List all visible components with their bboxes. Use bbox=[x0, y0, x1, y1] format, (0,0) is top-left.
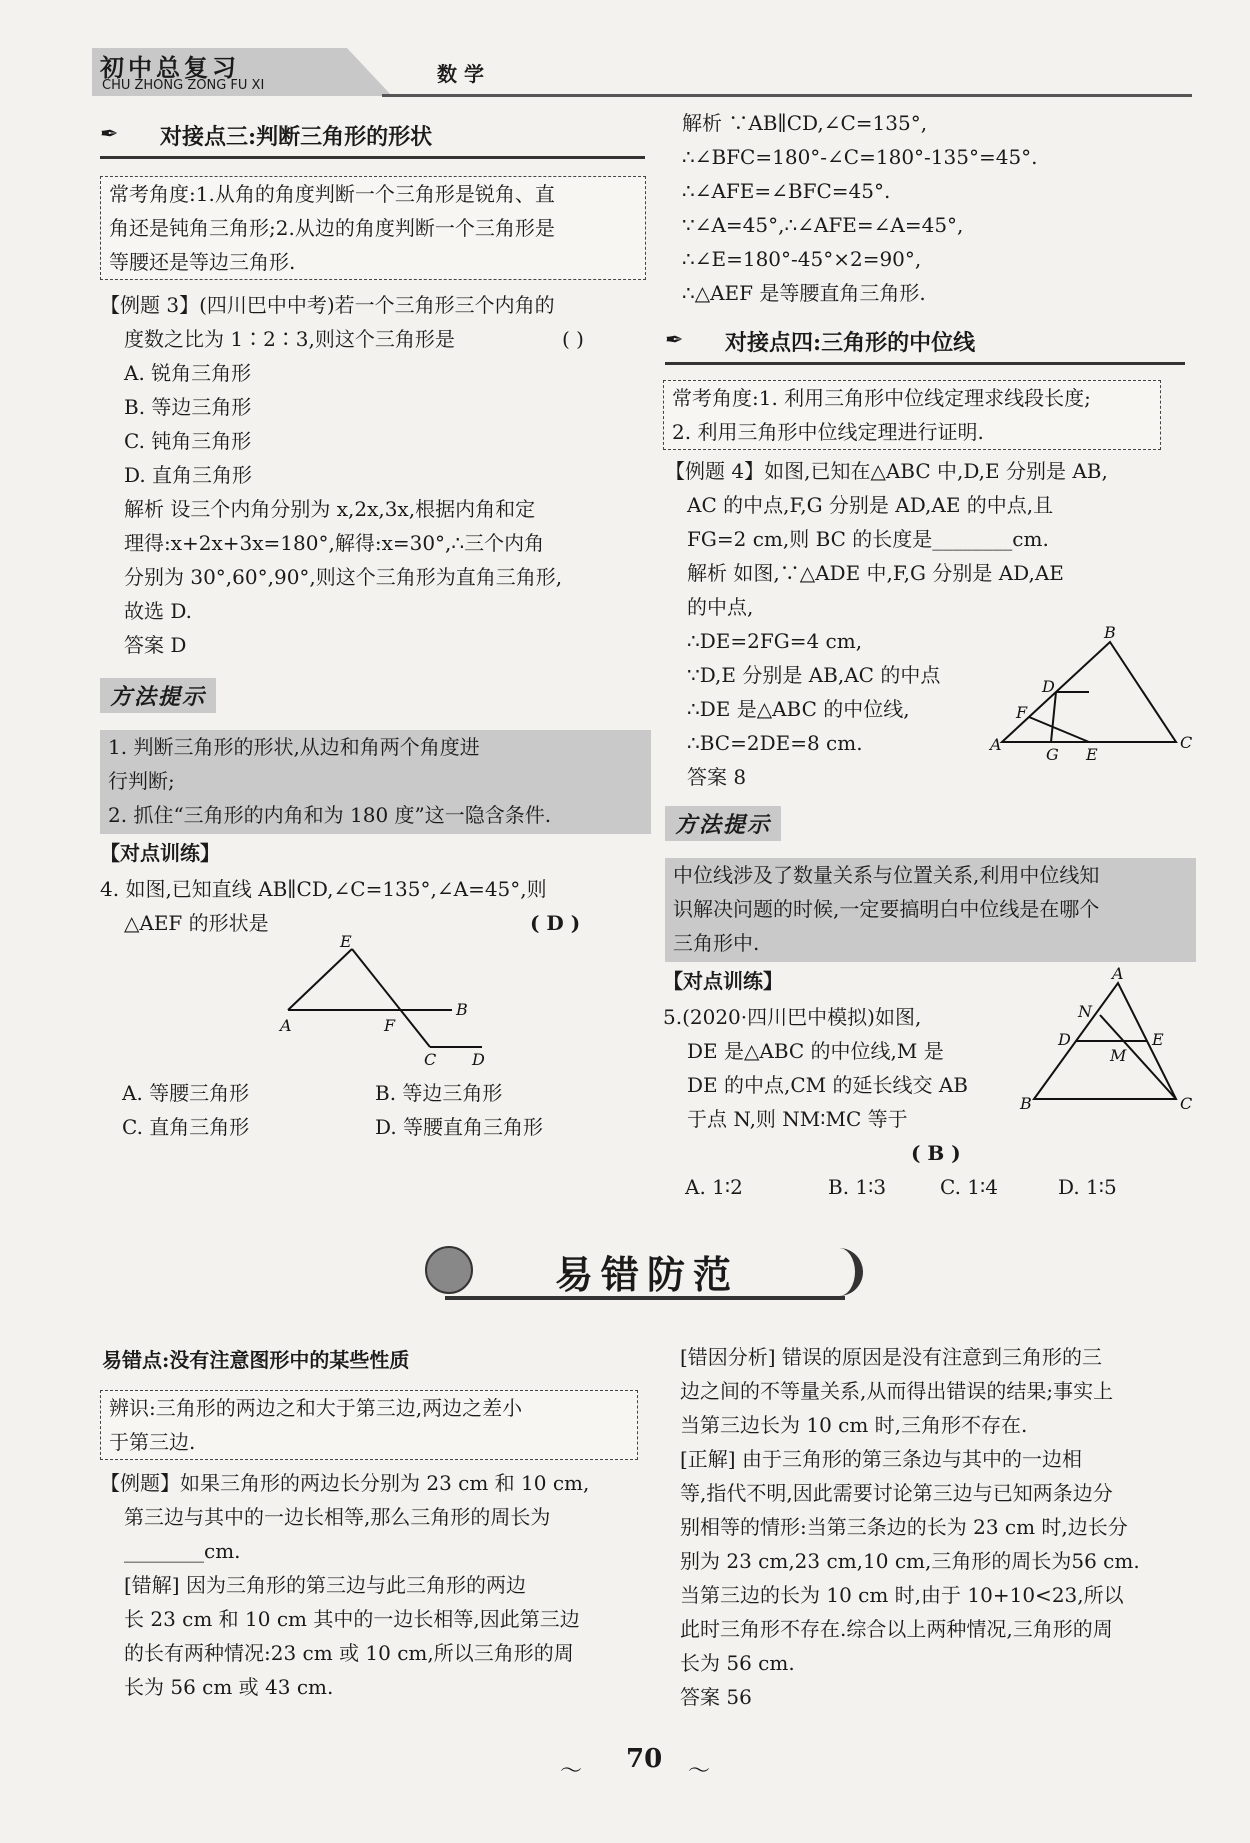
section4-heading bbox=[665, 322, 1185, 365]
section4-title: 对接点四:三角形的中位线 bbox=[725, 330, 976, 356]
tip-line: 行判断; bbox=[108, 769, 175, 793]
analysis-line: 故选 D. bbox=[124, 599, 193, 623]
wrong-line: [错解] 因为三角形的第三边与此三角形的两边 bbox=[124, 1573, 526, 1597]
section3-title: 对接点三:判断三角形的形状 bbox=[160, 124, 433, 150]
label-B: B bbox=[456, 1000, 468, 1019]
label-G: G bbox=[1046, 745, 1059, 764]
training-label: 【对点训练】 bbox=[100, 841, 220, 865]
analysis-line: 的中点, bbox=[687, 595, 754, 619]
analysis-line: 解析 如图,∵△ADE 中,F,G 分别是 AD,AE bbox=[687, 561, 1064, 585]
example4-figure bbox=[990, 623, 1193, 765]
q4-option-a: A. 等腰三角形 bbox=[122, 1081, 250, 1105]
analysis-line: 当第三边长为 10 cm 时,三角形不存在. bbox=[680, 1413, 1028, 1437]
error-example bbox=[100, 1466, 640, 1704]
ornament-left-icon: 〜 bbox=[560, 1759, 583, 1784]
page-header bbox=[92, 44, 1192, 100]
banner bbox=[425, 1240, 870, 1304]
option: D. 直角三角形 bbox=[124, 463, 253, 487]
label-D: D bbox=[472, 1050, 485, 1069]
label-M: M bbox=[1110, 1046, 1127, 1065]
sol-line: 解析 ∵AB∥CD,∠C=135°, bbox=[682, 111, 928, 135]
analysis-line: 等,指代不明,因此需要讨论第三边与已知两条边分 bbox=[680, 1481, 1113, 1505]
q4-line: 4. 如图,已知直线 AB∥CD,∠C=135°,∠A=45°,则 bbox=[100, 877, 547, 901]
label-F: F bbox=[384, 1016, 396, 1035]
header-subject: 数 学 bbox=[437, 62, 484, 86]
sol-line: ∴∠E=180°-45°×2=90°, bbox=[682, 247, 922, 271]
answer-paren: ( ) bbox=[562, 327, 584, 351]
header-subtitle: CHU ZHONG ZONG FU XI bbox=[102, 78, 265, 93]
label-F: F bbox=[1016, 703, 1028, 722]
header-title: 初中总复习 bbox=[100, 53, 240, 82]
q5-line: 5.(2020·四川巴中模拟)如图, bbox=[663, 1005, 922, 1029]
answer-line: 答案 56 bbox=[680, 1685, 752, 1709]
question4 bbox=[100, 872, 640, 940]
example-line: 【例题 3】(四川巴中中考)若一个三角形三个内角的 bbox=[100, 293, 555, 317]
example3 bbox=[100, 288, 640, 662]
analysis-line: 理得:x+2x+3x=180°,解得:x=30°,∴三个内角 bbox=[124, 531, 545, 555]
example-line: 度数之比为 1∶2∶3,则这个三角形是 bbox=[124, 327, 455, 351]
error-heading: 易错点:没有注意图形中的某些性质 bbox=[102, 1348, 410, 1372]
angle-line: 2. 利用三角形中位线定理进行证明. bbox=[672, 420, 984, 444]
page-number: 70 bbox=[626, 1744, 663, 1774]
section3-angle-box bbox=[100, 176, 646, 280]
option: C. 钝角三角形 bbox=[124, 429, 252, 453]
analysis-line: 别为 23 cm,23 cm,10 cm,三角形的周长为56 cm. bbox=[680, 1549, 1140, 1573]
wrong-line: 长为 56 cm 或 43 cm. bbox=[124, 1675, 334, 1699]
wrong-line: 长 23 cm 和 10 cm 其中的一边长相等,因此第三边 bbox=[124, 1607, 580, 1631]
mascot-icon bbox=[425, 1246, 473, 1294]
label-E: E bbox=[1152, 1030, 1164, 1049]
answer-line: 答案 D bbox=[124, 633, 187, 657]
label-A: A bbox=[280, 1016, 292, 1035]
pen-icon: ✒ bbox=[665, 328, 684, 353]
analysis-line: [错因分析] 错误的原因是没有注意到三角形的三 bbox=[680, 1345, 1102, 1369]
sol-line: ∴∠AFE=∠BFC=45°. bbox=[682, 179, 891, 203]
example-line: ________cm. bbox=[124, 1539, 241, 1563]
example-line: 【例题】如果三角形的两边长分别为 23 cm 和 10 cm, bbox=[100, 1471, 590, 1495]
angle-line: 等腰还是等边三角形. bbox=[109, 250, 296, 274]
wrong-line: 的长有两种情况:23 cm 或 10 cm,所以三角形的周 bbox=[124, 1641, 574, 1665]
tip-line: 中位线涉及了数量关系与位置关系,利用中位线知 bbox=[673, 863, 1100, 887]
sol-line: ∴△AEF 是等腰直角三角形. bbox=[682, 281, 926, 305]
label-D: D bbox=[1042, 677, 1055, 696]
question5 bbox=[663, 1000, 1023, 1170]
tip-line: 三角形中. bbox=[673, 931, 760, 955]
q4-figure bbox=[280, 932, 500, 1069]
analysis-line: [正解] 由于三角形的第三条边与其中的一边相 bbox=[680, 1447, 1082, 1471]
page-footer bbox=[560, 1740, 740, 1784]
angle-line: 常考角度:1.从角的角度判断一个三角形是锐角、直 bbox=[109, 182, 555, 206]
tip-label: 方法提示 bbox=[100, 678, 216, 713]
analysis-line: ∴DE=2FG=4 cm, bbox=[687, 629, 863, 653]
identify-line: 辨识:三角形的两边之和大于第三边,两边之差小 bbox=[109, 1396, 523, 1420]
analysis-line: 解析 设三个内角分别为 x,2x,3x,根据内角和定 bbox=[124, 497, 536, 521]
label-N: N bbox=[1078, 1002, 1092, 1021]
tip-line: 2. 抓住“三角形的内角和为 180 度”这一隐含条件. bbox=[108, 803, 552, 827]
tip-label: 方法提示 bbox=[665, 806, 781, 841]
analysis-line: ∵D,E 分别是 AB,AC 的中点 bbox=[687, 663, 941, 687]
q5-answer: ( B ) bbox=[911, 1141, 961, 1165]
label-B: B bbox=[1104, 623, 1116, 642]
example-line: AC 的中点,F,G 分别是 AD,AE 的中点,且 bbox=[687, 493, 1054, 517]
tip-box bbox=[665, 858, 1196, 962]
q4-solution bbox=[682, 106, 1182, 310]
q4-answer: ( D ) bbox=[530, 911, 581, 935]
q4-option-b: B. 等边三角形 bbox=[375, 1081, 503, 1105]
tip-line: 1. 判断三角形的形状,从边和角两个角度进 bbox=[108, 735, 480, 759]
q5-line: DE 是△ABC 的中位线,M 是 bbox=[687, 1039, 944, 1063]
example-line: FG=2 cm,则 BC 的长度是________cm. bbox=[687, 527, 1049, 551]
analysis-line: 长为 56 cm. bbox=[680, 1651, 795, 1675]
q5-figure bbox=[1020, 964, 1195, 1115]
label-A: A bbox=[1112, 964, 1124, 983]
identify-line: 于第三边. bbox=[109, 1430, 196, 1454]
pen-icon: ✒ bbox=[100, 122, 119, 147]
tip-line: 识解决问题的时候,一定要搞明白中位线是在哪个 bbox=[673, 897, 1100, 921]
q5-option-a: A. 1∶2 bbox=[685, 1175, 743, 1199]
analysis-line: 此时三角形不存在.综合以上两种情况,三角形的周 bbox=[680, 1617, 1113, 1641]
angle-line: 常考角度:1. 利用三角形中位线定理求线段长度; bbox=[672, 386, 1091, 410]
label-B: B bbox=[1020, 1094, 1032, 1113]
section4-angle-box bbox=[663, 380, 1161, 450]
label-E: E bbox=[1086, 745, 1098, 764]
analysis-line: 当第三边的长为 10 cm 时,由于 10+10<23,所以 bbox=[680, 1583, 1124, 1607]
label-E: E bbox=[340, 932, 352, 951]
section3-heading bbox=[100, 116, 645, 159]
q4-line: △AEF 的形状是 bbox=[124, 911, 269, 935]
identify-box bbox=[100, 1390, 638, 1460]
banner-title: 易错防范 bbox=[555, 1252, 740, 1297]
tip-box bbox=[100, 730, 651, 834]
training-label: 【对点训练】 bbox=[663, 969, 783, 993]
example-line: 第三边与其中的一边长相等,那么三角形的周长为 bbox=[124, 1505, 551, 1529]
example-line: 【例题 4】如图,已知在△ABC 中,D,E 分别是 AB, bbox=[665, 459, 1108, 483]
q5-option-c: C. 1∶4 bbox=[940, 1175, 998, 1199]
sol-line: ∴∠BFC=180°-∠C=180°-135°=45°. bbox=[682, 145, 1038, 169]
sol-line: ∵∠A=45°,∴∠AFE=∠A=45°, bbox=[682, 213, 964, 237]
analysis-line: 分别为 30°,60°,90°,则这个三角形为直角三角形, bbox=[124, 565, 563, 589]
angle-line: 角还是钝角三角形;2.从边的角度判断一个三角形是 bbox=[109, 216, 555, 240]
label-C: C bbox=[424, 1050, 437, 1069]
q4-option-c: C. 直角三角形 bbox=[122, 1115, 250, 1139]
label-C: C bbox=[1180, 1094, 1193, 1113]
label-A: A bbox=[990, 735, 1002, 754]
header-rule bbox=[382, 94, 1192, 97]
ornament-right-icon: 〜 bbox=[688, 1759, 711, 1784]
label-C: C bbox=[1180, 733, 1193, 752]
analysis-line: ∴DE 是△ABC 的中位线, bbox=[687, 697, 910, 721]
q4-option-d: D. 等腰直角三角形 bbox=[375, 1115, 544, 1139]
analysis-line: ∴BC=2DE=8 cm. bbox=[687, 731, 863, 755]
option: B. 等边三角形 bbox=[124, 395, 252, 419]
q5-option-d: D. 1∶5 bbox=[1058, 1175, 1117, 1199]
option: A. 锐角三角形 bbox=[124, 361, 252, 385]
error-analysis bbox=[680, 1340, 1190, 1714]
analysis-line: 边之间的不等量关系,从而得出错误的结果;事实上 bbox=[680, 1379, 1114, 1403]
q5-line: DE 的中点,CM 的延长线交 AB bbox=[687, 1073, 968, 1097]
banner-swoosh bbox=[825, 1248, 863, 1296]
analysis-line: 别相等的情形:当第三条边的长为 23 cm 时,边长分 bbox=[680, 1515, 1128, 1539]
label-D: D bbox=[1058, 1030, 1071, 1049]
q5-line: 于点 N,则 NM∶MC 等于 bbox=[687, 1107, 908, 1131]
q5-option-b: B. 1∶3 bbox=[828, 1175, 887, 1199]
answer-line: 答案 8 bbox=[687, 765, 747, 789]
